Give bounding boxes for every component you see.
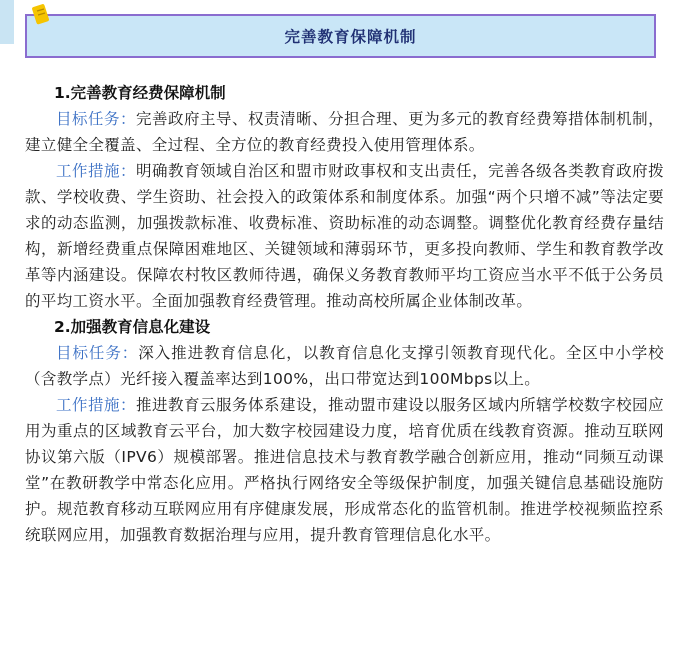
pencil-tag-icon (31, 2, 51, 26)
goal-label: 目标任务： (56, 344, 139, 362)
title-banner (25, 14, 656, 58)
measure-paragraph (0, 158, 684, 314)
section-funding (0, 80, 684, 314)
measure-paragraph (0, 392, 684, 548)
article-body (0, 80, 684, 548)
goal-paragraph (0, 340, 684, 392)
measure-label: 工作措施： (56, 162, 137, 180)
section-heading: 1.完善教育经费保障机制 (54, 84, 226, 102)
goal-text: 完善政府主导、权责清晰、分担合理、更为多元的教育经费筹措体制机制，建立健全全覆盖、全过程、全方位的教育经费投入使用管理体系。 (25, 110, 664, 154)
measure-text: 明确教育领域自治区和盟市财政事权和支出责任，完善各级各类教育政府拨款、学校收费、学生资助、社会投入的政策体系和制度体系。加强“两个只增不减”等法定要求的动态监测，加强拨款标准、收费标准、资助标准的动态调整。调整优化教育经费存量结构，新增经费重点保障困难地区、关键领域和薄弱环节，更多投向教师、学生和教育教学改革等内涵建设。保障农村牧区教师待遇，确保义务教育教师平均工资应当水平不低于公务员的平均工资水平。全面加强教育经费管理。推动高校所属企业体制改革。 (25, 162, 664, 310)
page-title: 完善教育保障机制 (284, 28, 417, 46)
section-informatization (0, 314, 684, 548)
goal-label: 目标任务： (56, 110, 137, 128)
measure-text: 推进教育云服务体系建设，推动盟市建设以服务区域内所辖学校数字校园应用为重点的区域教育云平台，加大数字校园建设力度，培育优质在线教育资源。推动互联网协议第六版（IPV6）规模部署。推进信息技术与教育教学融合创新应用，推动“同频互动课堂”在教研教学中常态化应用。严格执行网络安全等级保护制度，加强关键信息基础设施防护。规范教育移动互联网应用有序健康发展，形成常态化的监管机制。推进学校视频监控系统联网应用，加强教育数据治理与应用，提升教育管理信息化水平。 (25, 396, 664, 544)
section-heading: 2.加强教育信息化建设 (54, 318, 211, 336)
accent-strip (0, 0, 14, 44)
goal-paragraph (0, 106, 684, 158)
goal-text: 深入推进教育信息化，以教育信息化支撑引领教育现代化。全区中小学校（含教学点）光纤接入覆盖率达到100%，出口带宽达到100Mbps以上。 (25, 344, 664, 388)
measure-label: 工作措施： (56, 396, 137, 414)
